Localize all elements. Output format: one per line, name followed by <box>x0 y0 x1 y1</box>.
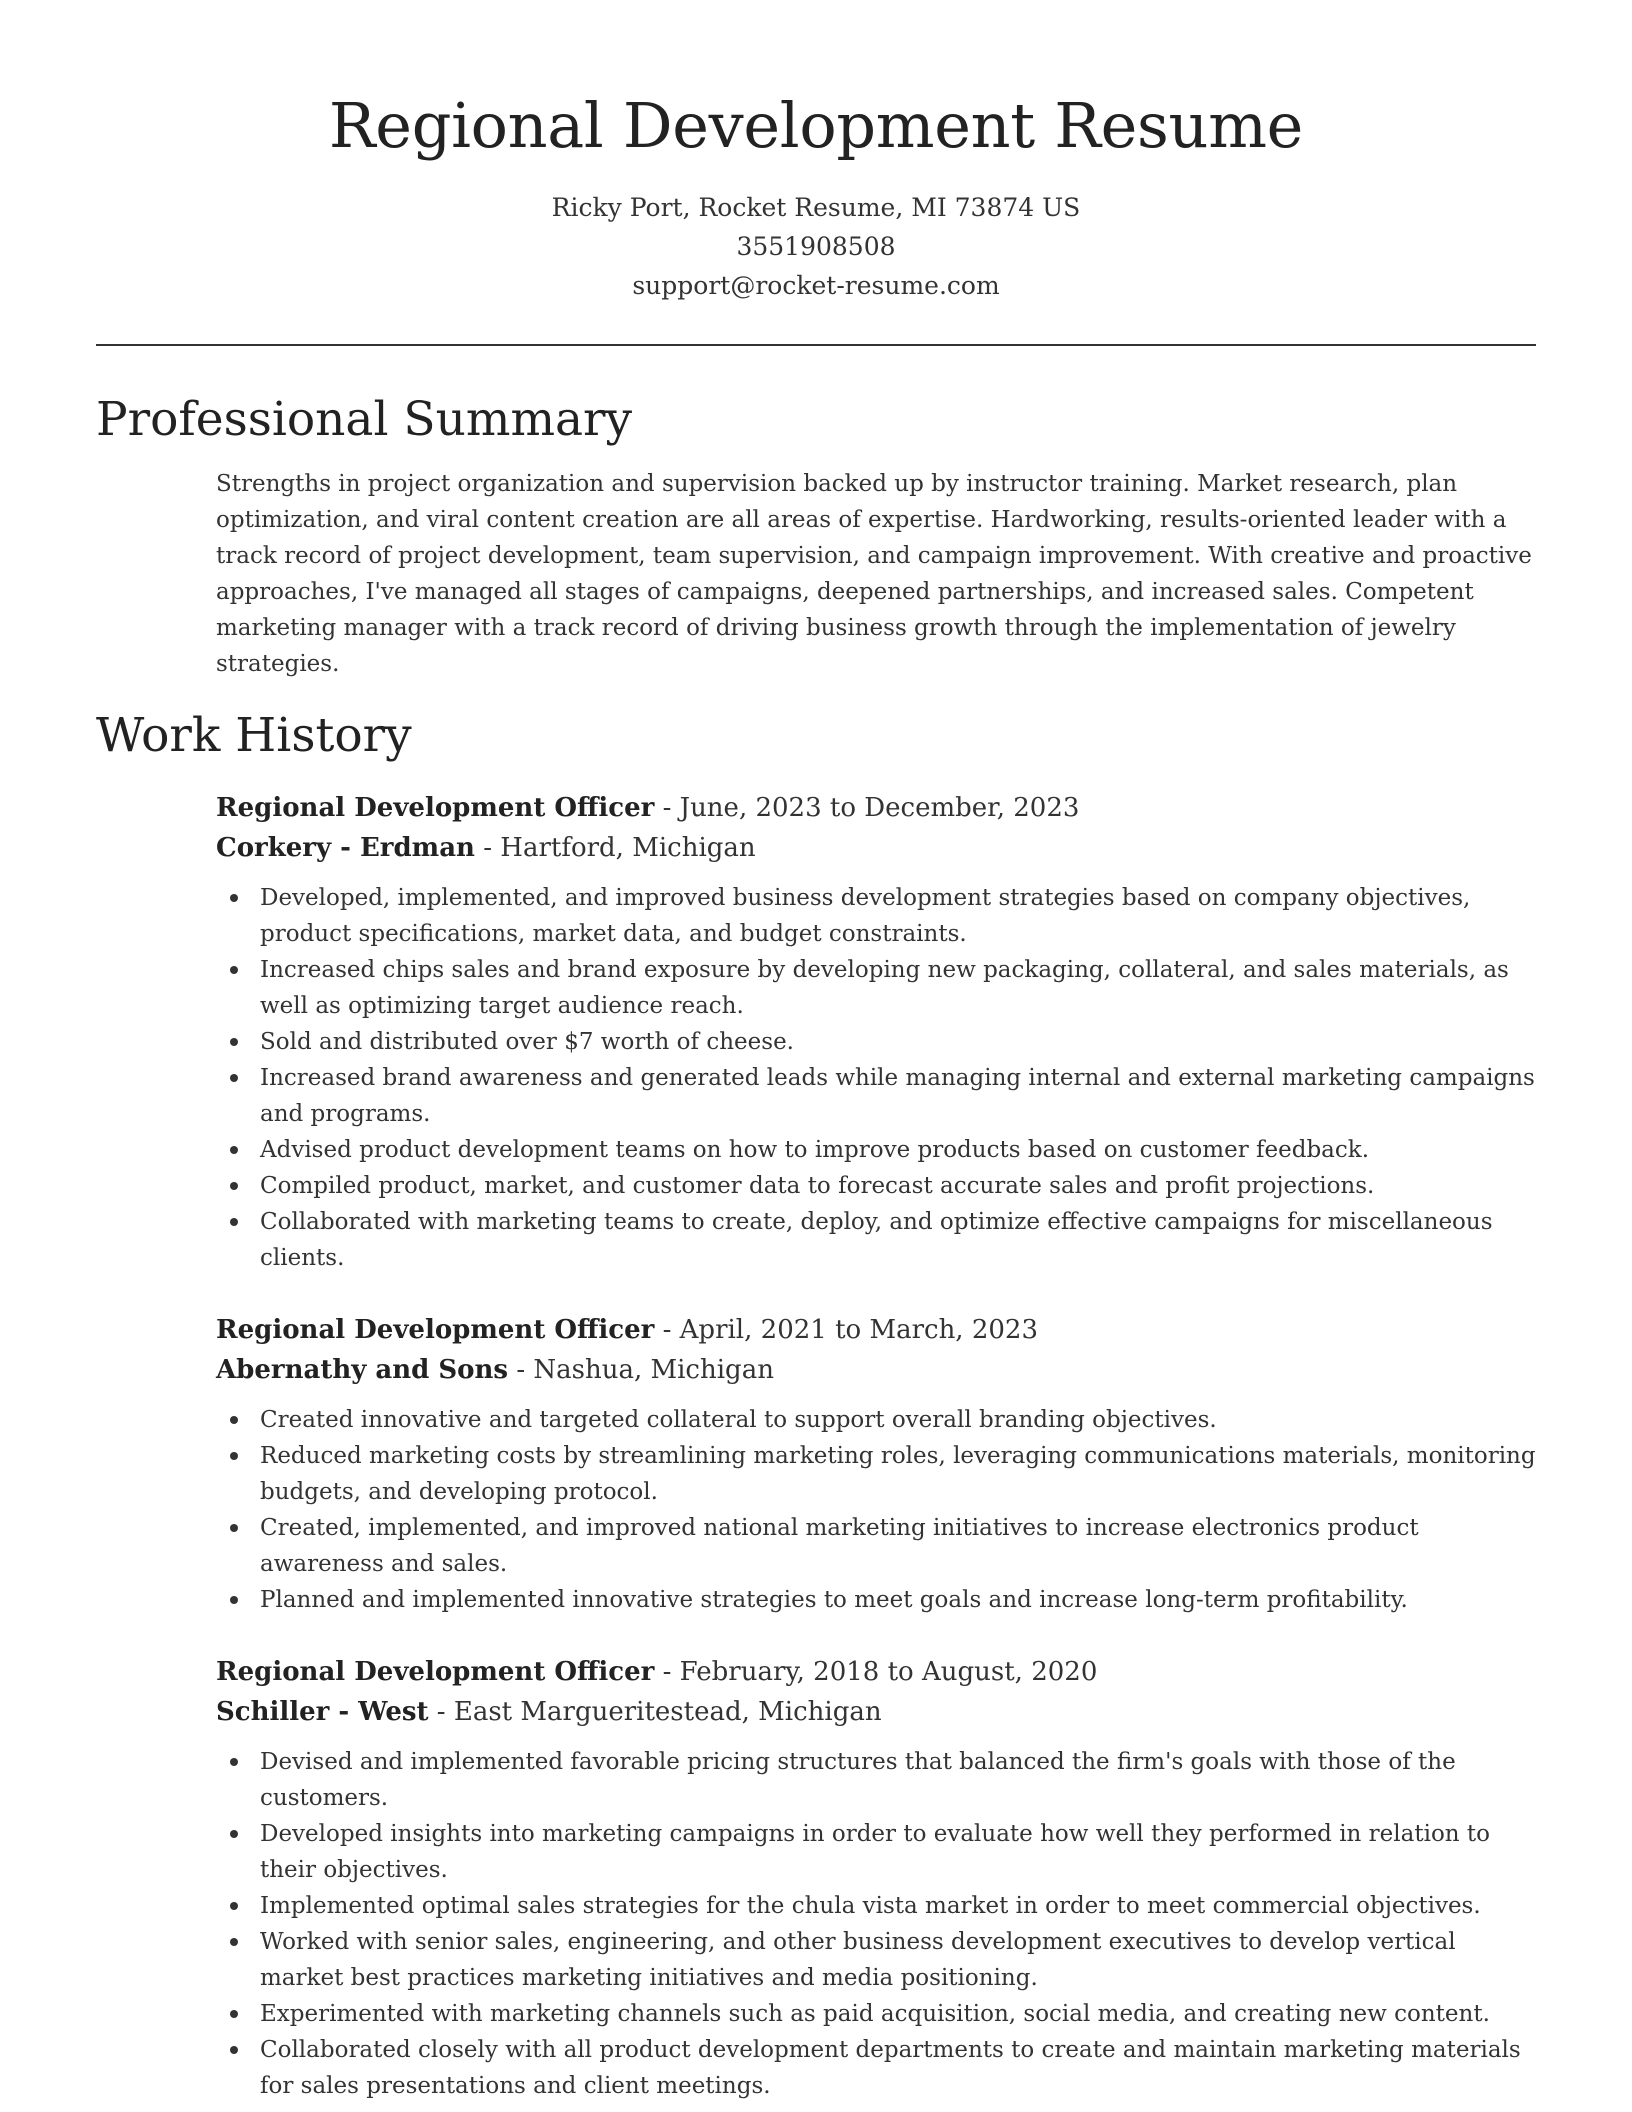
job-dates: - April, 2021 to March, 2023 <box>654 1315 1039 1345</box>
job-bullets <box>216 1744 1536 2104</box>
contact-phone: 3551908508 <box>736 232 896 261</box>
list-item: Collaborated closely with all product development departments to create and maintain marketing materials for sales presentations and client meetings. <box>260 2032 1536 2104</box>
job-company-line <box>216 1350 1536 1390</box>
contact-email: support@rocket-resume.com <box>632 271 1000 300</box>
job-entry <box>216 788 1536 1276</box>
list-item: Collaborated with marketing teams to create, deploy, and optimize effective campaigns for miscellaneous clients. <box>260 1204 1536 1276</box>
list-item: Worked with senior sales, engineering, and other business development executives to develop vertical market best practices marketing initiatives and media positioning. <box>260 1924 1536 1996</box>
contact-info <box>96 188 1536 305</box>
summary-heading: Professional Summary <box>96 392 633 447</box>
job-title-line <box>216 788 1536 828</box>
list-item: Created innovative and targeted collateral to support overall branding objectives. <box>260 1402 1536 1438</box>
list-item: Experimented with marketing channels such as paid acquisition, social media, and creating new content. <box>260 1996 1536 2032</box>
job-company-line <box>216 828 1536 868</box>
contact-address: Ricky Port, Rocket Resume, MI 73874 US <box>551 193 1081 222</box>
job-company: Corkery - Erdman <box>216 833 475 863</box>
job-location: - East Margueritestead, Michigan <box>428 1697 882 1727</box>
list-item: Increased brand awareness and generated leads while managing internal and external marketing campaigns and programs. <box>260 1060 1536 1132</box>
job-bullets <box>216 880 1536 1276</box>
work-history-heading: Work History <box>96 708 412 763</box>
job-title: Regional Development Officer <box>216 1657 655 1687</box>
job-bullets <box>216 1402 1536 1618</box>
job-location: - Nashua, Michigan <box>508 1355 774 1385</box>
job-dates: - June, 2023 to December, 2023 <box>654 793 1080 823</box>
job-entry <box>216 1652 1536 2104</box>
list-item: Sold and distributed over $7 worth of cheese. <box>260 1024 1536 1060</box>
job-company-line <box>216 1692 1536 1732</box>
list-item: Increased chips sales and brand exposure by developing new packaging, collateral, and sales materials, as well as optimizing target audience reach. <box>260 952 1536 1024</box>
list-item: Compiled product, market, and customer data to forecast accurate sales and profit projections. <box>260 1168 1536 1204</box>
job-title-line <box>216 1310 1536 1350</box>
list-item: Advised product development teams on how to improve products based on customer feedback. <box>260 1132 1536 1168</box>
resume-header <box>96 0 1536 305</box>
list-item: Developed insights into marketing campaigns in order to evaluate how well they performed in relation to their objectives. <box>260 1816 1536 1888</box>
list-item: Implemented optimal sales strategies for the chula vista market in order to meet commercial objectives. <box>260 1888 1536 1924</box>
job-title: Regional Development Officer <box>216 1315 655 1345</box>
list-item: Devised and implemented favorable pricing structures that balanced the firm's goals with those of the customers. <box>260 1744 1536 1816</box>
list-item: Created, implemented, and improved national marketing initiatives to increase electronics product awareness and sales. <box>260 1510 1536 1582</box>
job-entry <box>216 1310 1536 1618</box>
job-location: - Hartford, Michigan <box>474 833 756 863</box>
list-item: Planned and implemented innovative strategies to meet goals and increase long-term profitability. <box>260 1582 1536 1618</box>
job-dates: - February, 2018 to August, 2020 <box>654 1657 1098 1687</box>
job-title: Regional Development Officer <box>216 793 655 823</box>
list-item: Developed, implemented, and improved business development strategies based on company objectives, product specifications, market data, and budget constraints. <box>260 880 1536 952</box>
job-title-line <box>216 1652 1536 1692</box>
list-item: Reduced marketing costs by streamlining marketing roles, leveraging communications materials, monitoring budgets, and developing protocol. <box>260 1438 1536 1510</box>
summary-text: Strengths in project organization and supervision backed up by instructor training. Market research, plan optimization, and viral content creation are all areas of expertise. Hardworking, results-oriented leader with a track record of project development, team supervision, and campaign improvement. With creative and proactive approaches, I've managed all stages of campaigns, deepened partnerships, and increased sales. Competent marketing manager with a track record of driving business growth through the implementation of jewelry strategies. <box>216 471 1532 677</box>
resume-title: Regional Development Resume <box>328 89 1304 162</box>
job-company: Abernathy and Sons <box>216 1355 509 1385</box>
job-company: Schiller - West <box>216 1697 429 1727</box>
header-divider <box>96 344 1536 346</box>
